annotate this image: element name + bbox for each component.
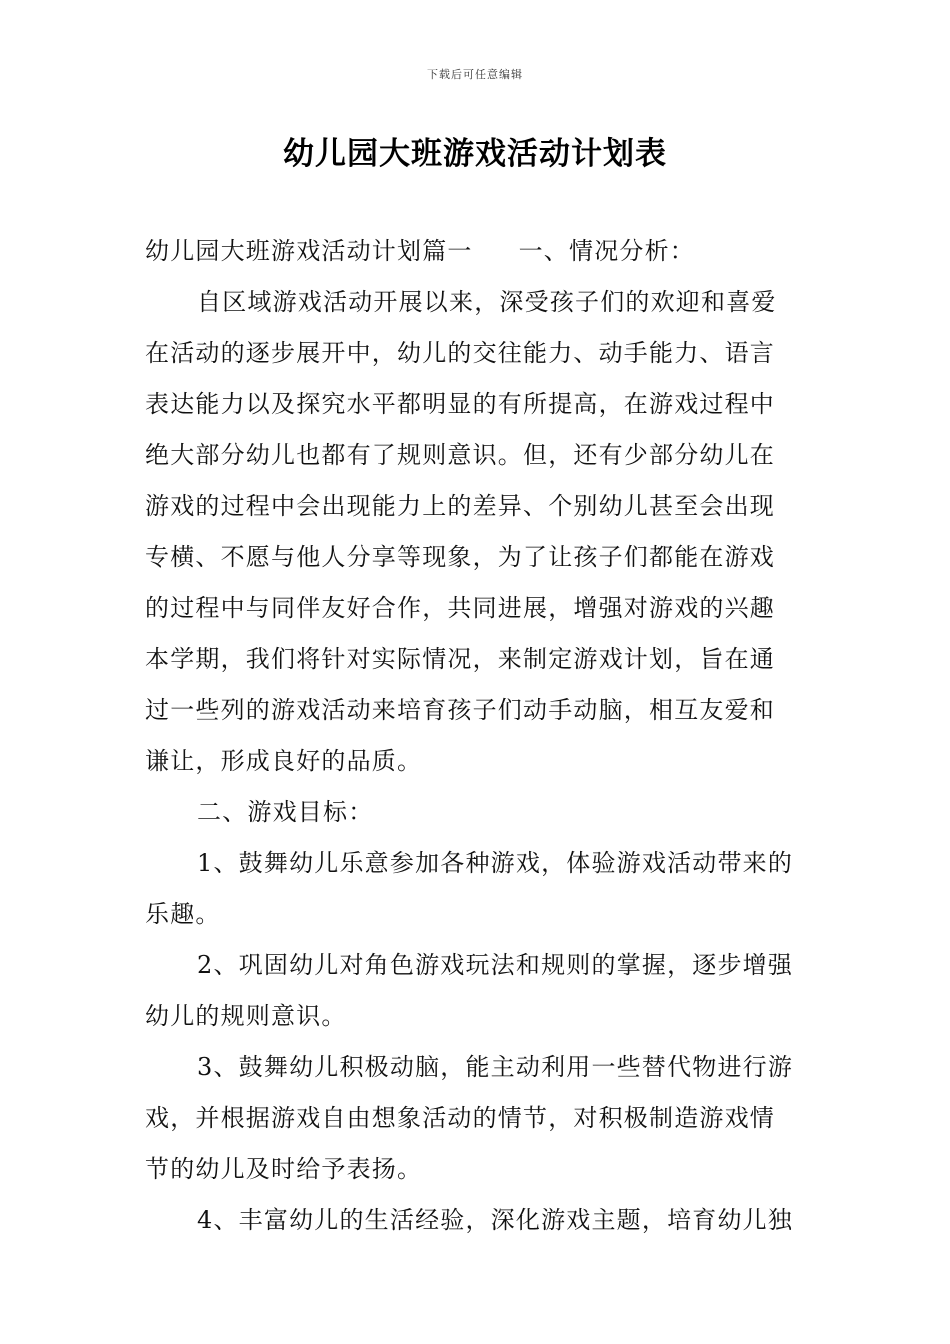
text-line: 游戏的过程中会出现能力上的差异、个别幼儿甚至会出现 [145,492,775,520]
situation-paragraph [145,277,807,787]
text-line: 节的幼儿及时给予表扬。 [145,1155,423,1183]
text-line: 绝大部分幼儿也都有了规则意识。但，还有少部分幼儿在 [145,441,775,469]
text-line: 3、鼓舞幼儿积极动脑，能主动利用一些替代物进行游 [197,1053,794,1081]
goals-heading: 二、游戏目标： [197,798,374,826]
document-body [145,226,807,1246]
text-line: 自区域游戏活动开展以来，深受孩子们的欢迎和喜爱 [197,288,777,316]
text-line: 表达能力以及探究水平都明显的有所提高，在游戏过程中 [145,390,775,418]
text-line: 戏，并根据游戏自由想象活动的情节，对积极制造游戏情 [145,1104,775,1132]
text-line: 4、丰富幼儿的生活经验，深化游戏主题，培育幼儿独 [197,1206,794,1234]
text-line: 本学期，我们将针对实际情况，来制定游戏计划，旨在通 [145,645,775,673]
text-line: 谦让，形成良好的品质。 [145,747,423,775]
goal-item-1 [145,838,807,940]
text-line: 的过程中与同伴友好合作，共同进展，增强对游戏的兴趣 [145,594,775,622]
text-line: 专横、不愿与他人分享等现象，为了让孩子们都能在游戏 [145,543,775,571]
goal-item-2 [145,940,807,1042]
situation-heading: 一、情况分析： [518,237,696,265]
document-title: 幼儿园大班游戏活动计划表 [283,136,667,172]
section-subheading [145,226,807,277]
header-note: 下载后可任意编辑 [427,68,523,81]
text-line: 1、鼓舞幼儿乐意参加各种游戏，体验游戏活动带来的 [197,849,794,877]
text-line: 乐趣。 [145,900,221,928]
article-heading: 幼儿园大班游戏活动计划篇一 [145,237,473,265]
goal-item-3 [145,1042,807,1195]
goal-item-4 [145,1195,807,1246]
text-line: 幼儿的规则意识。 [145,1002,347,1030]
text-line: 过一些列的游戏活动来培育孩子们动手动脑，相互友爱和 [145,696,775,724]
text-line: 2、巩固幼儿对角色游戏玩法和规则的掌握，逐步增强 [197,951,794,979]
text-line: 在活动的逐步展开中，幼儿的交往能力、动手能力、语言 [145,339,775,367]
